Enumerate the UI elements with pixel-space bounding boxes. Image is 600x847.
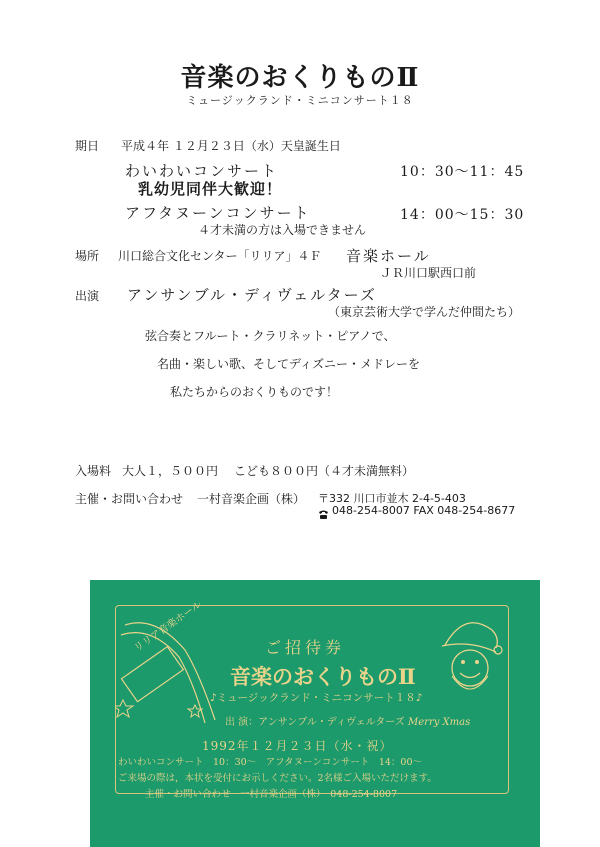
description-line-2: 名曲・楽しい歌、そしてディズニー・メドレーを xyxy=(157,357,421,371)
admission-adult: 大人１，５００円 xyxy=(122,464,219,478)
telephone-icon xyxy=(318,505,329,516)
performers-label: 出演 xyxy=(75,289,100,303)
invitation-ticket xyxy=(90,580,540,847)
admission-label: 入場料 xyxy=(75,464,112,478)
concert-1-time: 10：30～11：45 xyxy=(400,164,525,180)
santa-icon xyxy=(430,610,510,700)
description-line-1: 弦合奏とフルート・クラリネット・ピアノで、 xyxy=(145,329,396,343)
performers-note: （東京芸術大学で学んだ仲間たち） xyxy=(328,305,521,319)
date-value: 平成４年 １２月２３日（水）天皇誕生日 xyxy=(121,139,341,153)
ribbon-text: リリア音楽ホール xyxy=(132,599,204,655)
admission-child: こども８００円（４才未満無料） xyxy=(234,464,415,478)
concert-1-name: わいわいコンサート xyxy=(125,162,279,180)
page-title: 音楽のおくりものⅡ xyxy=(180,63,420,93)
ticket-greeting: Merry Xmas xyxy=(408,717,471,728)
venue-hall: 音楽ホール xyxy=(346,247,431,265)
ticket-notice: ご来場の際は，本状を受付にお示しください。2名様ご入場いただけます。 xyxy=(118,773,437,784)
concert-2-time: 14：00～15：30 xyxy=(400,207,525,223)
concert-1-note: 乳幼児同伴大歓迎！ xyxy=(138,180,283,198)
concert-2-note: ４才未満の方は入場できません xyxy=(198,223,367,237)
description-line-3: 私たちからのおくりものです！ xyxy=(170,385,339,399)
contact-address: 〒332 川口市並木 2-4-5-403 xyxy=(318,492,466,505)
venue-access: ＪＲ川口駅西口前 xyxy=(380,266,477,280)
ticket-date: 1992年１２月２３日（水・祝） xyxy=(202,739,393,753)
concert-2-name: アフタヌーンコンサート xyxy=(125,204,311,222)
venue-value: 川口総合文化センター「リリア」４Ｆ xyxy=(118,249,322,263)
ticket-contact: 主催・お問い合わせ 一村音楽企画（株） 048-254-8007 xyxy=(145,789,398,800)
date-label: 期日 xyxy=(75,139,100,153)
ticket-performer: 出 演：アンサンブル・ディヴェルターズ xyxy=(225,717,405,728)
contact-label: 主催・お問い合わせ xyxy=(75,492,184,506)
ticket-heading: ご招待券 xyxy=(265,638,346,657)
performers-name: アンサンブル・ディヴェルターズ xyxy=(127,286,377,304)
venue-label: 場所 xyxy=(75,249,100,263)
ticket-times: わいわいコンサート 10：30～ アフタヌーンコンサート 14：00～ xyxy=(118,757,422,768)
contact-phone: 048-254-8007 FAX 048-254-8677 xyxy=(332,504,516,517)
page-subtitle: ミュージックランド・ミニコンサート１８ xyxy=(186,94,414,107)
contact-org: 一村音楽企画（株） xyxy=(197,492,306,506)
ticket-subtitle: ♪ミュージックランド・ミニコンサート１８♪ xyxy=(210,692,423,704)
ticket-title: 音楽のおくりものⅡ xyxy=(230,664,416,689)
